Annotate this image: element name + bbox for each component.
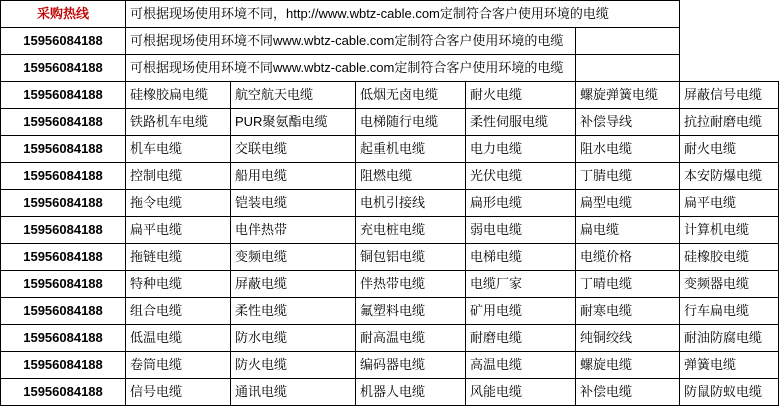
product-cell: 控制电缆: [126, 163, 231, 190]
product-cell: 交联电缆: [231, 136, 356, 163]
table-row: [1, 352, 779, 379]
product-cell: 耐高温电缆: [356, 325, 466, 352]
product-cell: 低烟无卤电缆: [356, 82, 466, 109]
header-promo-text: 可根据现场使用环境不同，http://www.wbtz-cable.com定制符合客户使用环境的电缆: [126, 1, 680, 28]
purchase-hotline-label: 采购热线: [1, 1, 126, 28]
product-cell: 弱电电缆: [466, 217, 576, 244]
product-cell: 电梯随行电缆: [356, 109, 466, 136]
product-cell: 耐火电缆: [466, 82, 576, 109]
product-cell: PUR聚氨酯电缆: [231, 109, 356, 136]
product-cell: 防鼠防蚁电缆: [680, 379, 779, 406]
hotline-number: 15956084188: [1, 379, 126, 406]
product-cell: 扁电缆: [576, 217, 680, 244]
hotline-number: 15956084188: [1, 163, 126, 190]
product-cell: 硅橡胶电缆: [680, 244, 779, 271]
empty-cell: [576, 28, 680, 55]
hotline-number: 15956084188: [1, 109, 126, 136]
product-cell: 防水电缆: [231, 325, 356, 352]
product-cell: 防火电缆: [231, 352, 356, 379]
product-cell: 电缆厂家: [466, 271, 576, 298]
promo-text: 可根据现场使用环境不同www.wbtz-cable.com定制符合客户使用环境的电缆: [126, 55, 576, 82]
product-cell: 硅橡胶扁电缆: [126, 82, 231, 109]
hotline-number: 15956084188: [1, 352, 126, 379]
product-cell: 铠装电缆: [231, 190, 356, 217]
product-cell: 螺旋电缆: [576, 352, 680, 379]
product-cell: 风能电缆: [466, 379, 576, 406]
product-cell: 铜包铝电缆: [356, 244, 466, 271]
hotline-number: 15956084188: [1, 217, 126, 244]
product-cell: 纯铜绞线: [576, 325, 680, 352]
table-row: [1, 28, 779, 55]
product-cell: 阻燃电缆: [356, 163, 466, 190]
product-cell: 补偿导线: [576, 109, 680, 136]
hotline-number: 15956084188: [1, 298, 126, 325]
product-cell: 电机引接线: [356, 190, 466, 217]
table-row: [1, 163, 779, 190]
product-cell: 低温电缆: [126, 325, 231, 352]
product-cell: 铁路机车电缆: [126, 109, 231, 136]
product-cell: 计算机电缆: [680, 217, 779, 244]
hotline-number: 15956084188: [1, 28, 126, 55]
product-cell: 拖链电缆: [126, 244, 231, 271]
product-cell: 耐寒电缆: [576, 298, 680, 325]
product-cell: 屏蔽电缆: [231, 271, 356, 298]
table-body: [1, 1, 779, 406]
product-cell: 变频器电缆: [680, 271, 779, 298]
product-cell: 柔性电缆: [231, 298, 356, 325]
product-cell: 电梯电缆: [466, 244, 576, 271]
hotline-number: 15956084188: [1, 136, 126, 163]
product-cell: 屏蔽信号电缆: [680, 82, 779, 109]
hotline-number: 15956084188: [1, 82, 126, 109]
product-cell: 丁晴电缆: [576, 271, 680, 298]
product-cell: 机器人电缆: [356, 379, 466, 406]
product-cell: 扁平电缆: [126, 217, 231, 244]
product-cell: 伴热带电缆: [356, 271, 466, 298]
product-cell: 特种电缆: [126, 271, 231, 298]
product-cell: 耐火电缆: [680, 136, 779, 163]
table-row: [1, 109, 779, 136]
product-cell: 行车扁电缆: [680, 298, 779, 325]
product-cell: 矿用电缆: [466, 298, 576, 325]
product-cell: 丁腈电缆: [576, 163, 680, 190]
table-row-header: [1, 1, 779, 28]
hotline-number: 15956084188: [1, 244, 126, 271]
product-cell: 扁平电缆: [680, 190, 779, 217]
table-row: [1, 82, 779, 109]
product-cell: 阻水电缆: [576, 136, 680, 163]
promo-text: 可根据现场使用环境不同www.wbtz-cable.com定制符合客户使用环境的电缆: [126, 28, 576, 55]
product-cell: 本安防爆电缆: [680, 163, 779, 190]
product-cell: 起重机电缆: [356, 136, 466, 163]
table-row: [1, 379, 779, 406]
table-row: [1, 217, 779, 244]
product-cell: 船用电缆: [231, 163, 356, 190]
table-row: [1, 325, 779, 352]
table-row: [1, 136, 779, 163]
product-cell: 抗拉耐磨电缆: [680, 109, 779, 136]
table-row: [1, 190, 779, 217]
product-cell: 扁型电缆: [576, 190, 680, 217]
product-cell: 电伴热带: [231, 217, 356, 244]
table-row: [1, 244, 779, 271]
table-row: [1, 298, 779, 325]
product-cell: 机车电缆: [126, 136, 231, 163]
product-cell: 航空航天电缆: [231, 82, 356, 109]
product-cell: 耐油防腐电缆: [680, 325, 779, 352]
product-cell: 扁形电缆: [466, 190, 576, 217]
product-cell: 卷筒电缆: [126, 352, 231, 379]
empty-cell: [576, 55, 680, 82]
hotline-number: 15956084188: [1, 325, 126, 352]
product-cell: 柔性伺服电缆: [466, 109, 576, 136]
product-cell: 补偿电缆: [576, 379, 680, 406]
product-cell: 电力电缆: [466, 136, 576, 163]
product-cell: 弹簧电缆: [680, 352, 779, 379]
product-cell: 耐磨电缆: [466, 325, 576, 352]
product-cell: 通讯电缆: [231, 379, 356, 406]
product-cell: 编码器电缆: [356, 352, 466, 379]
product-cell: 变频电缆: [231, 244, 356, 271]
table-row: [1, 271, 779, 298]
product-cell: 信号电缆: [126, 379, 231, 406]
product-cell: 氟塑料电缆: [356, 298, 466, 325]
hotline-number: 15956084188: [1, 190, 126, 217]
product-cell: 充电桩电缆: [356, 217, 466, 244]
product-cell: 高温电缆: [466, 352, 576, 379]
product-cell: 螺旋弹簧电缆: [576, 82, 680, 109]
product-cell: 组合电缆: [126, 298, 231, 325]
hotline-number: 15956084188: [1, 271, 126, 298]
product-cell: 拖令电缆: [126, 190, 231, 217]
hotline-number: 15956084188: [1, 55, 126, 82]
product-cell: 电缆价格: [576, 244, 680, 271]
product-cell: 光伏电缆: [466, 163, 576, 190]
table-row: [1, 55, 779, 82]
